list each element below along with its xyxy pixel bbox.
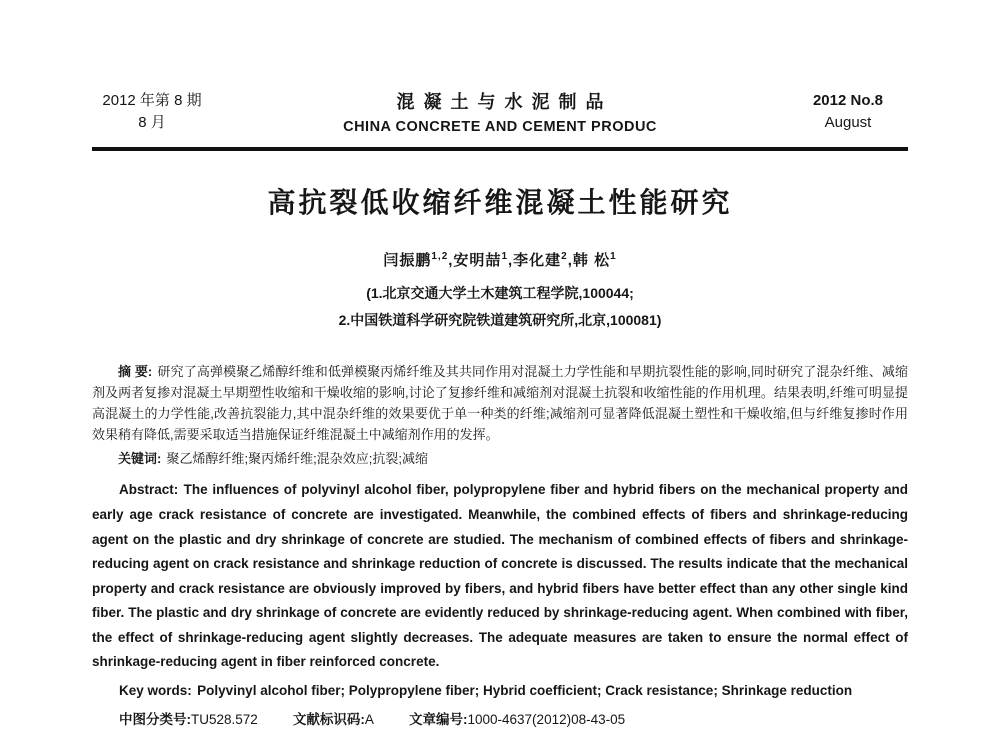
- journal-title-en: CHINA CONCRETE AND CEMENT PRODUC: [343, 119, 657, 135]
- article-id-label: 文章编号:: [409, 711, 468, 727]
- journal-title-cn: 混凝土与水泥制品: [396, 92, 613, 112]
- abstract-english-label: Abstract:: [119, 482, 179, 498]
- keywords-english: [92, 680, 908, 702]
- abstract-chinese-label: 摘 要:: [118, 364, 153, 380]
- author: [508, 252, 568, 269]
- article-id: [409, 712, 625, 727]
- keywords-english-label: Key words:: [119, 682, 192, 698]
- keywords-chinese-label: 关键词:: [118, 451, 162, 467]
- article-id-value: 1000-4637(2012)08-43-05: [467, 711, 626, 727]
- abstract-chinese-text: 研究了高弹模聚乙烯醇纤维和低弹模聚丙烯纤维及其共同作用对混凝土力学性能和早期抗裂性能的影响,同时研究了混杂纤维、减缩剂及两者复掺对混凝土早期塑性收缩和干燥收缩的影响,讨论了复掺纤维和减缩剂对混凝土抗裂和收缩性能的作用机理。结果表明,纤维可明显提高混凝土的力学性能,改善抗裂能力,其中混杂纤维的效果要优于单一种类的纤维;减缩剂可显著降低混凝土塑性和干燥收缩,但与纤维复掺时作用效果稍有降低,需要采取适当措施保证纤维混凝土中减缩剂作用的发挥。: [92, 364, 908, 443]
- affiliation-line-2: 2.中国铁道科学研究院铁道建筑研究所,北京,100081): [338, 311, 662, 328]
- author-affiliation-superscript: 1: [610, 251, 617, 262]
- document-code: [293, 712, 374, 727]
- author-affiliation-superscript: 2: [561, 251, 568, 262]
- abstract-english-text: The influences of polyvinyl alcohol fiber, polypropylene fiber and hybrid fibers on the mechanical property and early age crack resistance of concrete are investigated. Meanwhile, the combined effects of fibers and shrinkage-reducing agent on the plastic and dry shrinkage of concrete are studied. The mechanism of combined effects of fibers and shrinkage-reducing agent on crack resistance and shrinkage reduction of concrete is discussed. The results indicate that the mechanical property and crack resistance are obviously improved by fibers, and hybrid fibers have better effect than any other single kind fiber. The plastic and dry shrinkage of concrete are evidently reduced by shrinkage-reducing agent. When combined with fiber, the effect of shrinkage-reducing agent slightly decreases. The adequate measures are taken to ensure the normal effect of shrinkage-reducing agent in fiber reinforced concrete.: [92, 482, 908, 670]
- keywords-chinese-text: 聚乙烯醇纤维;聚丙烯纤维;混杂效应;抗裂;减缩: [166, 451, 428, 467]
- author-name: ,安明喆: [448, 252, 502, 269]
- issue-info-en: [788, 90, 908, 134]
- author: [383, 252, 448, 269]
- clc-number-label: 中图分类号:: [119, 711, 191, 727]
- keywords-chinese: [92, 448, 908, 469]
- journal-header: [92, 88, 908, 135]
- issue-month-cn: 8 月: [138, 113, 166, 131]
- classification-line: [92, 709, 908, 731]
- issue-number-cn: 2012 年第 8 期: [102, 91, 202, 109]
- issue-info-cn: [92, 90, 212, 134]
- author: [448, 252, 508, 269]
- issue-month-en: August: [824, 113, 872, 131]
- author: [568, 252, 617, 269]
- author-name: ,李化建: [508, 252, 562, 269]
- author-line: [92, 249, 908, 270]
- abstract-english: [92, 478, 908, 675]
- clc-number-value: TU528.572: [191, 711, 258, 727]
- author-affiliation-superscript: 1: [501, 251, 508, 262]
- abstract-chinese: [92, 361, 908, 445]
- clc-number: [119, 712, 258, 727]
- author-affiliation-superscript: 1,2: [431, 251, 449, 262]
- author-name: ,韩 松: [567, 252, 611, 269]
- document-code-value: A: [364, 711, 374, 727]
- header-divider: [92, 147, 908, 151]
- document-code-label: 文献标识码:: [292, 711, 365, 727]
- keywords-english-text: Polyvinyl alcohol fiber; Polypropylene fiber; Hybrid coefficient; Crack resistance; Shrinkage reduction: [197, 682, 853, 698]
- author-name: 闫振鹏: [383, 252, 432, 269]
- journal-title-block: [212, 88, 788, 135]
- affiliation-line-1: (1.北京交通大学土木建筑工程学院,100044;: [366, 285, 634, 301]
- issue-number-en: 2012 No.8: [812, 91, 884, 109]
- affiliation-block: [92, 280, 908, 333]
- article-title: 高抗裂低收缩纤维混凝土性能研究: [267, 187, 733, 218]
